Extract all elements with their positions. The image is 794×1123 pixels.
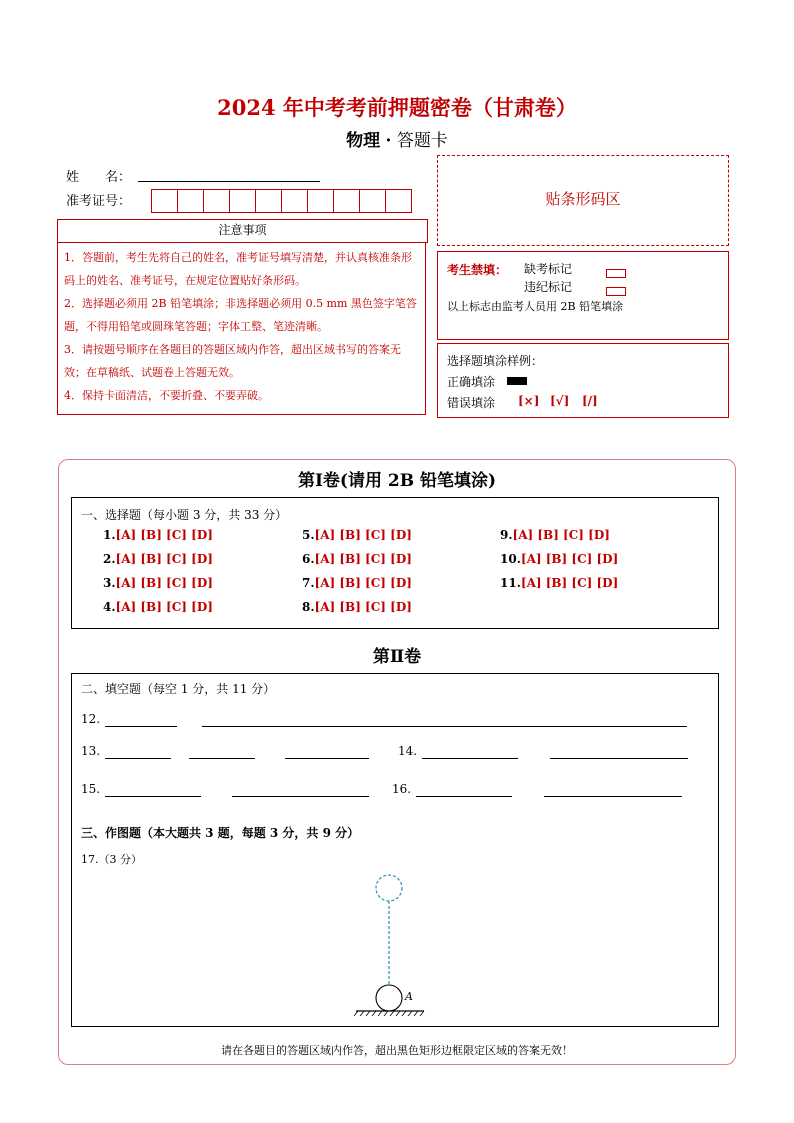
- id-digit-box[interactable]: [282, 190, 308, 212]
- id-digit-box[interactable]: [152, 190, 178, 212]
- mc-question-3[interactable]: 3.[A] [B] [C] [D]: [103, 576, 213, 590]
- q15-blank-1[interactable]: [105, 796, 201, 797]
- fill-title: 二、填空题（每空 1 分，共 11 分）: [81, 682, 276, 696]
- q13-blank-3[interactable]: [285, 758, 369, 759]
- exam-subtitle: [0, 126, 794, 151]
- mc-question-11[interactable]: 11.[A] [B] [C] [D]: [500, 576, 619, 590]
- q16-blank-2[interactable]: [544, 796, 682, 797]
- id-label: 准考证号：: [66, 194, 132, 209]
- absent-label: 缺考标记: [524, 262, 573, 276]
- mc-question-4[interactable]: 4.[A] [B] [C] [D]: [103, 600, 213, 614]
- separator-dot: ·: [385, 131, 392, 151]
- ball-a: [376, 985, 402, 1011]
- q12-blank-2[interactable]: [202, 726, 687, 727]
- mc-title: 一、选择题（每小题 3 分，共 33 分）: [81, 508, 288, 522]
- section2-title: 第Ⅱ卷: [372, 647, 422, 667]
- id-digit-box[interactable]: [308, 190, 334, 212]
- section1-title: 第Ⅰ卷(请用 2B 铅笔填涂): [297, 471, 497, 491]
- id-digit-box[interactable]: [360, 190, 386, 212]
- fill-sample-box: [437, 343, 729, 418]
- subject-label: 物理: [346, 131, 381, 151]
- q16-blank-1[interactable]: [416, 796, 512, 797]
- q13-blank-1[interactable]: [105, 758, 171, 759]
- id-digit-box[interactable]: [178, 190, 204, 212]
- q16-label: 16.: [392, 782, 412, 796]
- ground-hatching: [354, 1011, 424, 1016]
- draw-title: 三、作图题（本大题共 3 题，每题 3 分，共 9 分）: [81, 826, 360, 840]
- notice-body: [57, 242, 426, 415]
- section2-block: [71, 673, 719, 1027]
- wrong-mark-slash: [/]: [582, 394, 598, 408]
- mc-block: [71, 497, 719, 629]
- mc-question-7[interactable]: 7.[A] [B] [C] [D]: [302, 576, 412, 590]
- barcode-area: [437, 155, 729, 246]
- notice-item: 4．保持卡面清洁，不要折叠、不要弄破。: [64, 389, 269, 402]
- absent-mark[interactable]: [606, 263, 626, 282]
- mc-question-2[interactable]: 2.[A] [B] [C] [D]: [103, 552, 213, 566]
- q15-blank-2[interactable]: [232, 796, 369, 797]
- notice-title: 注意事项: [218, 223, 267, 237]
- notice-item: 2．选择题必须用 2B 铅笔填涂；非选择题必须用 0.5 mm 黑色签字笔答题，不得用铅笔或圆珠笔答题；字体工整、笔迹清晰。: [64, 297, 417, 333]
- name-label: 姓 名：: [66, 170, 132, 185]
- forbidden-box: [437, 251, 729, 340]
- name-field[interactable]: [138, 181, 320, 182]
- mc-question-9[interactable]: 9.[A] [B] [C] [D]: [500, 528, 610, 542]
- exam-title: 2024 年中考考前押题密卷（甘肃卷）: [217, 95, 577, 120]
- fill-sample-title: 选择题填涂样例：: [447, 354, 544, 368]
- notice-header: [57, 219, 428, 243]
- forbidden-label: 考生禁填：: [447, 263, 508, 277]
- notice-item: 1．答题前，考生先将自己的姓名，准考证号填写清楚，并认真核准条形码上的姓名、准考证号，在规定位置贴好条形码。: [64, 251, 412, 287]
- mc-question-10[interactable]: 10.[A] [B] [C] [D]: [500, 552, 619, 566]
- mc-question-5[interactable]: 5.[A] [B] [C] [D]: [302, 528, 412, 542]
- q14-blank-1[interactable]: [422, 758, 518, 759]
- correct-fill-sample: [507, 377, 527, 385]
- id-number-boxes[interactable]: [151, 189, 412, 213]
- mc-question-8[interactable]: 8.[A] [B] [C] [D]: [302, 600, 412, 614]
- q12-blank-1[interactable]: [105, 726, 177, 727]
- forbidden-note: 以上标志由监考人员用 2B 铅笔填涂: [447, 300, 624, 313]
- footer-note: 请在各题目的答题区域内作答，超出黑色矩形边框限定区域的答案无效！: [221, 1044, 573, 1057]
- pendulum-diagram[interactable]: [352, 872, 432, 1022]
- id-digit-box[interactable]: [230, 190, 256, 212]
- mc-question-6[interactable]: 6.[A] [B] [C] [D]: [302, 552, 412, 566]
- q13-blank-2[interactable]: [189, 758, 255, 759]
- q12-label: 12.: [81, 712, 101, 726]
- card-label: 答题卡: [396, 131, 448, 151]
- notice-item: 3．请按题号顺序在各题目的答题区域内作答，超出区域书写的答案无效；在草稿纸、试题卷上答题无效。: [64, 343, 401, 379]
- mc-question-1[interactable]: 1.[A] [B] [C] [D]: [103, 528, 213, 542]
- q15-label: 15.: [81, 782, 101, 796]
- wrong-mark-x: [×]: [518, 394, 540, 408]
- id-digit-box[interactable]: [386, 190, 411, 212]
- dashed-circle-top: [376, 875, 402, 901]
- id-digit-box[interactable]: [204, 190, 230, 212]
- id-digit-box[interactable]: [256, 190, 282, 212]
- q14-label: 14.: [398, 744, 418, 758]
- point-a-label: A: [405, 990, 413, 1003]
- wrong-mark-check: [√]: [550, 394, 570, 408]
- barcode-label: 贴条形码区: [545, 190, 621, 208]
- q17-label: 17.（3 分）: [81, 853, 142, 866]
- q14-blank-2[interactable]: [550, 758, 688, 759]
- q13-label: 13.: [81, 744, 101, 758]
- id-digit-box[interactable]: [334, 190, 360, 212]
- correct-fill-label: 正确填涂: [447, 375, 496, 389]
- violation-label: 违纪标记: [524, 280, 573, 294]
- wrong-fill-label: 错误填涂: [447, 396, 496, 410]
